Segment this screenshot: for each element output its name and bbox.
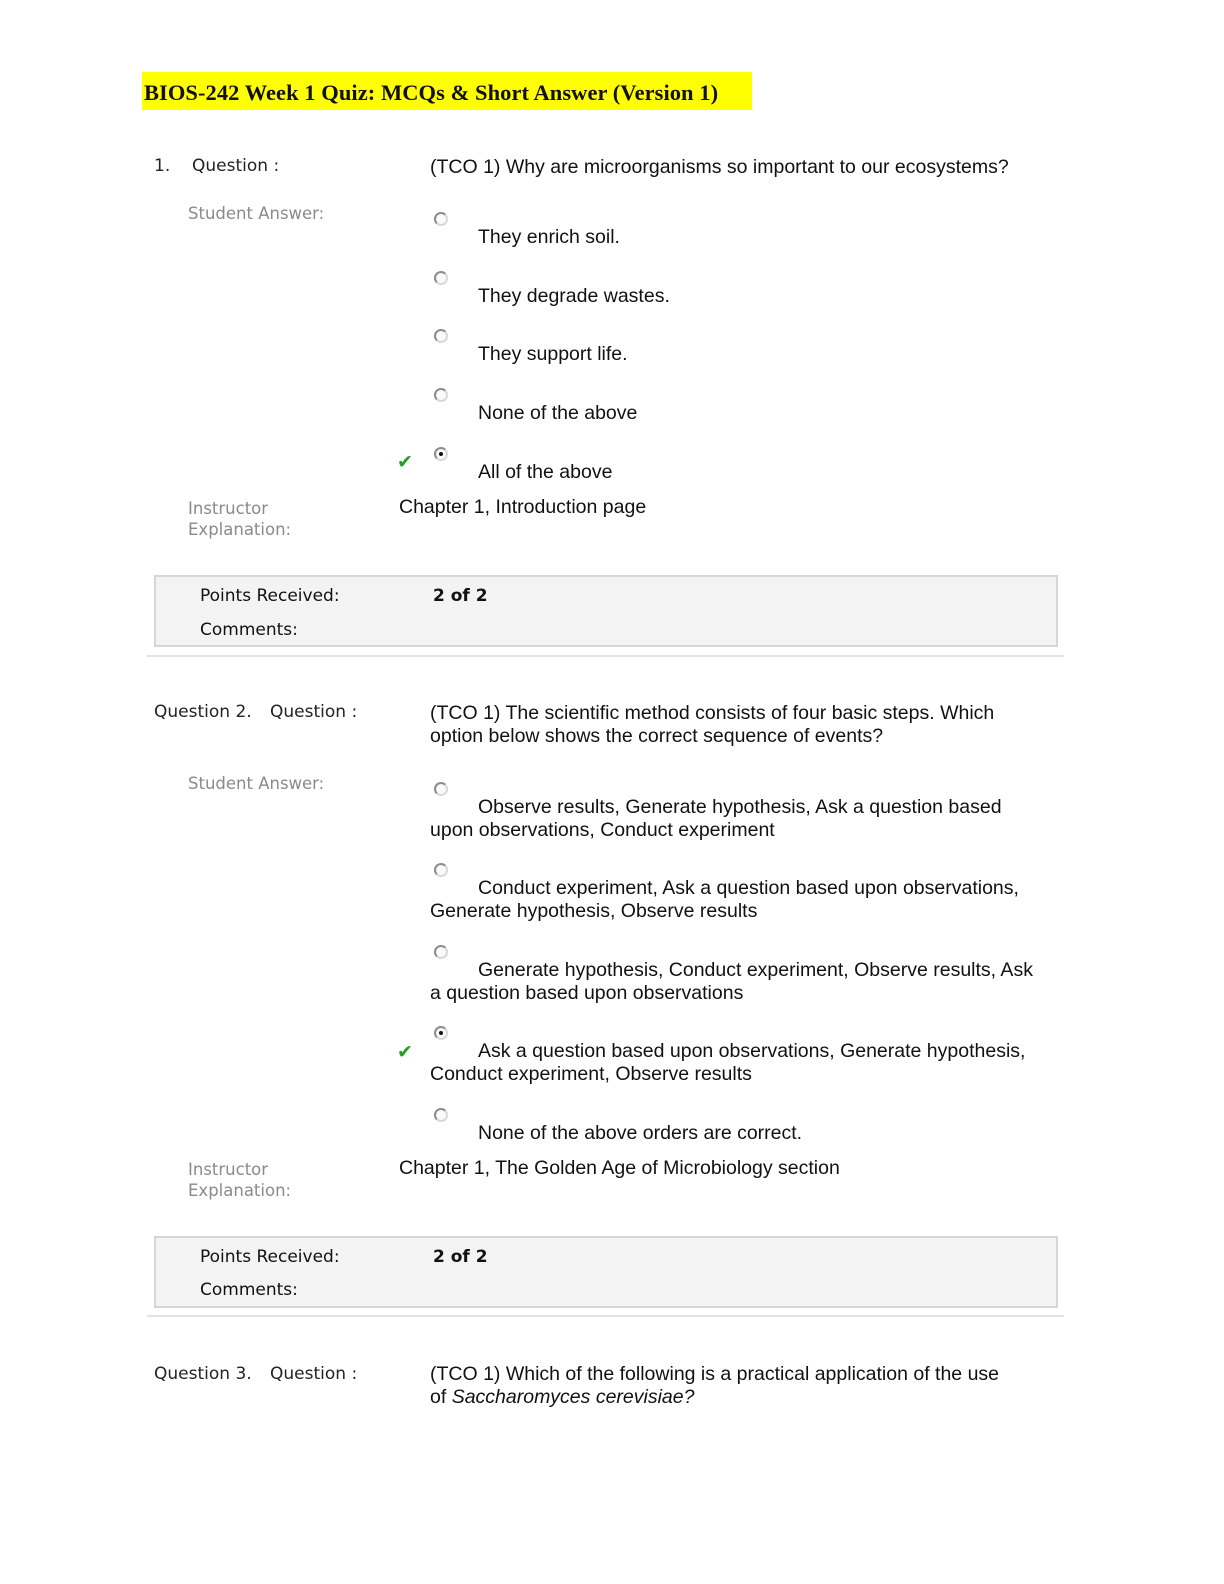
answer-option: They support life.: [478, 343, 628, 365]
question-label: Question :: [270, 1364, 358, 1384]
points-value: 2 of 2: [433, 586, 488, 606]
comments-label: Comments:: [200, 620, 298, 640]
question-text-line: option below shows the correct sequence of events?: [430, 725, 884, 747]
question-text: (TCO 1) Why are microorganisms so important to our ecosystems?: [430, 156, 1009, 178]
radio-icon[interactable]: [434, 782, 448, 796]
answer-option: None of the above orders are correct.: [478, 1122, 803, 1144]
question-text-line: [430, 1386, 694, 1409]
points-value: 2 of 2: [433, 1247, 488, 1267]
radio-icon[interactable]: [434, 212, 448, 226]
question-number: Question 3.: [154, 1364, 252, 1384]
points-box: [154, 575, 1058, 647]
answer-option-line2: a question based upon observations: [430, 982, 744, 1004]
instructor-explanation: Chapter 1, Introduction page: [399, 496, 647, 518]
explanation-label: Explanation:: [188, 520, 292, 539]
question-text-prefix: of: [430, 1386, 452, 1408]
student-answer-label: Student Answer:: [188, 774, 325, 793]
section-divider: [147, 1315, 1064, 1317]
student-answer-label: Student Answer:: [188, 204, 325, 223]
instructor-label: Instructor: [188, 499, 269, 518]
page-title: BIOS-242 Week 1 Quiz: MCQs & Short Answer (Version 1): [142, 72, 752, 110]
answer-option-line2: Generate hypothesis, Observe results: [430, 900, 758, 922]
answer-option: All of the above: [478, 461, 613, 483]
radio-icon[interactable]: [434, 388, 448, 402]
answer-option-line2: Conduct experiment, Observe results: [430, 1063, 752, 1085]
points-received-label: Points Received:: [200, 586, 340, 606]
instructor-explanation: Chapter 1, The Golden Age of Microbiology section: [399, 1157, 840, 1179]
explanation-label: Explanation:: [188, 1181, 292, 1200]
question-text-line: (TCO 1) The scientific method consists of four basic steps. Which: [430, 702, 995, 724]
check-icon: ✔: [397, 451, 413, 473]
answer-option: They enrich soil.: [478, 226, 620, 248]
answer-option: Generate hypothesis, Conduct experiment, Observe results, Ask: [478, 959, 1033, 981]
radio-icon[interactable]: [434, 945, 448, 959]
radio-icon[interactable]: [434, 329, 448, 343]
check-icon: ✔: [397, 1041, 413, 1063]
answer-option-line2: upon observations, Conduct experiment: [430, 819, 775, 841]
answer-option: None of the above: [478, 402, 638, 424]
radio-icon[interactable]: [434, 1108, 448, 1122]
species-name: Saccharomyces cerevisiae?: [451, 1386, 695, 1408]
question-number: Question 2.: [154, 702, 252, 722]
question-label: Question :: [270, 702, 358, 722]
question-number: 1.: [154, 156, 171, 176]
answer-option: Ask a question based upon observations, Generate hypothesis,: [478, 1040, 1026, 1062]
points-received-label: Points Received:: [200, 1247, 340, 1267]
answer-option: They degrade wastes.: [478, 285, 670, 307]
answer-option: Observe results, Generate hypothesis, Ask a question based: [478, 796, 1002, 818]
instructor-label: Instructor: [188, 1160, 269, 1179]
question-text-line: (TCO 1) Which of the following is a practical application of the use: [430, 1363, 1000, 1385]
radio-icon[interactable]: [434, 447, 448, 461]
radio-icon[interactable]: [434, 271, 448, 285]
radio-icon[interactable]: [434, 1026, 448, 1040]
radio-icon[interactable]: [434, 863, 448, 877]
points-box: [154, 1236, 1058, 1308]
question-label: Question :: [192, 156, 280, 176]
section-divider: [147, 655, 1064, 657]
comments-label: Comments:: [200, 1280, 298, 1300]
answer-option: Conduct experiment, Ask a question based upon observations,: [478, 877, 1019, 899]
